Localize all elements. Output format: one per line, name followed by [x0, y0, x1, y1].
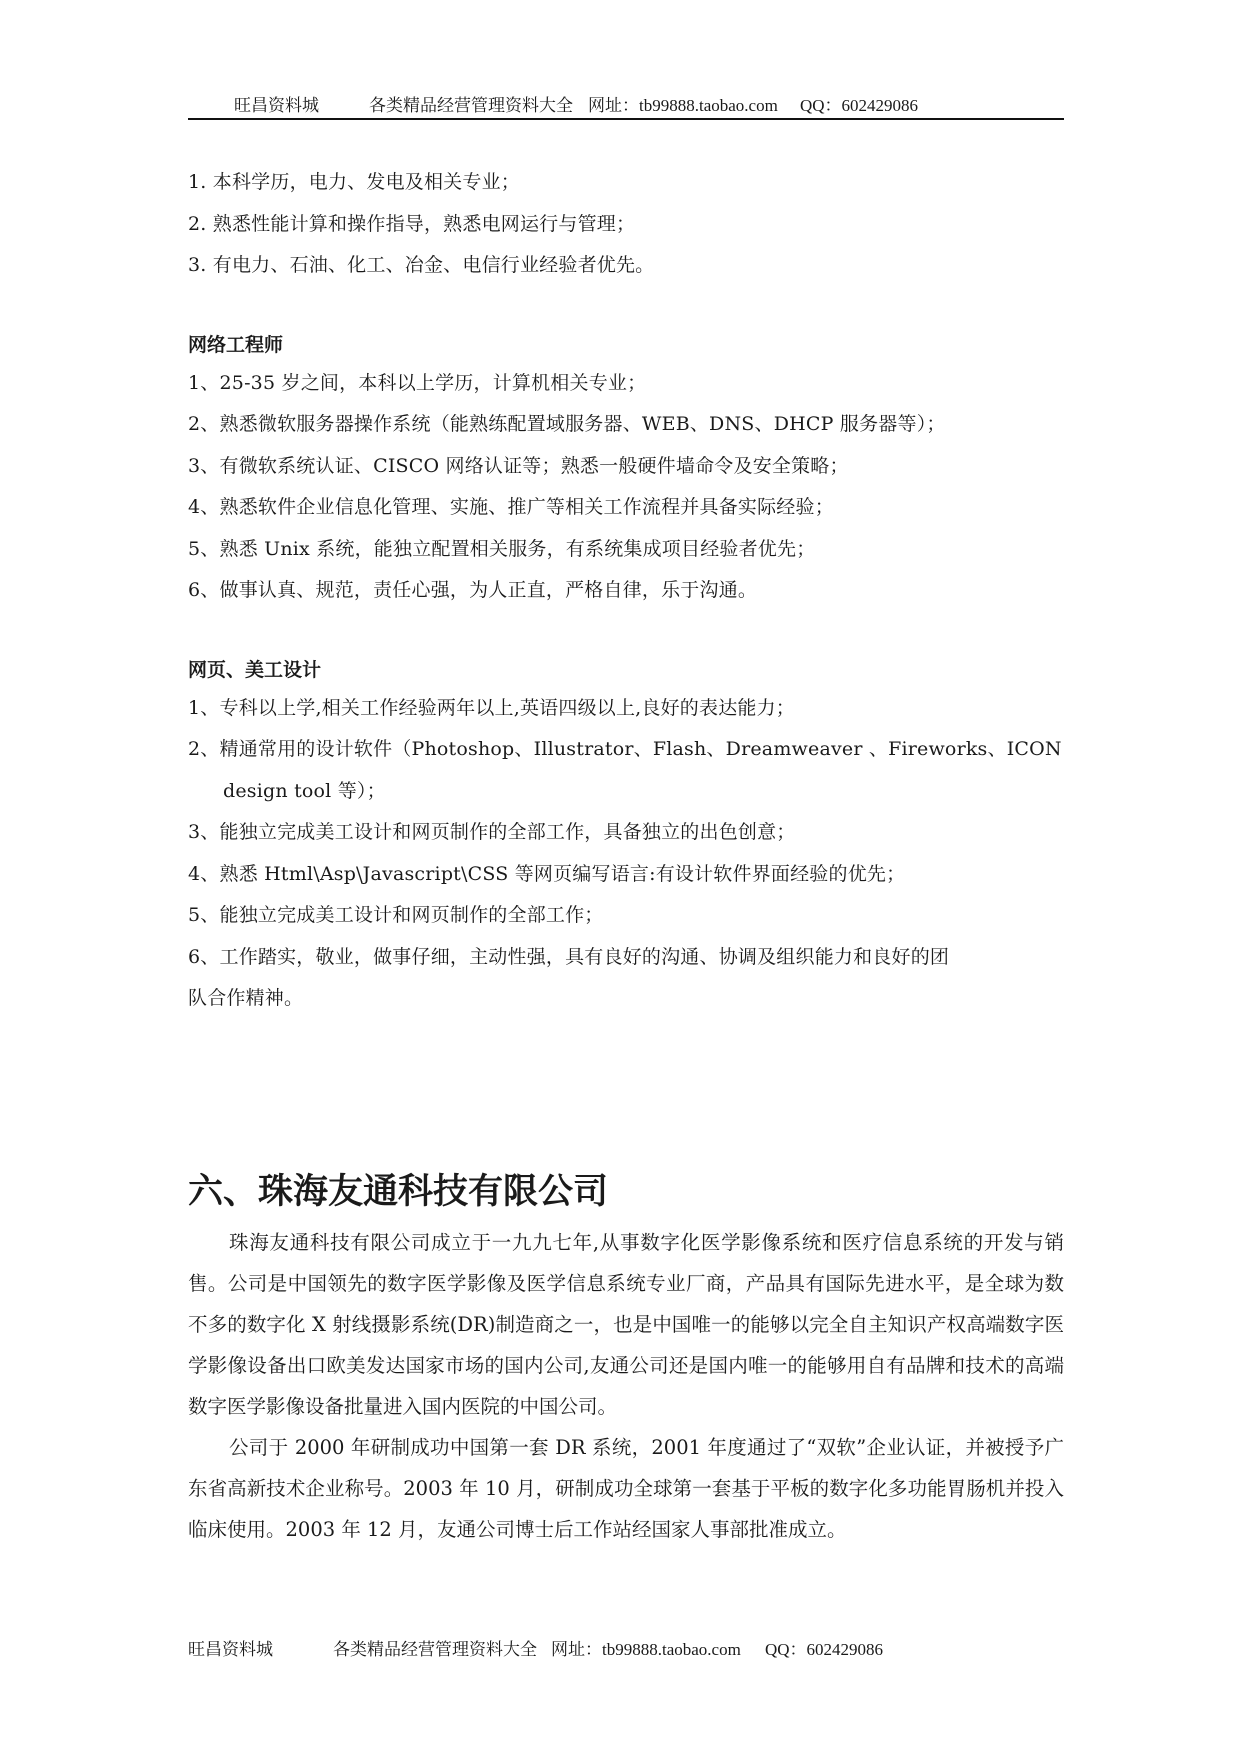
intro-list — [188, 162, 1064, 287]
header-slogan: 各类精品经营管理资料大全 — [369, 96, 573, 115]
list-item: 5、熟悉 Unix 系统，能独立配置相关服务，有系统集成项目经验者优先； — [188, 537, 816, 560]
company-section — [188, 1166, 1064, 1550]
section-subheading: 网页、美工设计 — [188, 658, 322, 681]
list-item: 3、能独立完成美工设计和网页制作的全部工作，具备独立的出色创意； — [188, 821, 796, 843]
footer-shop-name: 旺昌资料城 — [188, 1640, 273, 1659]
list-item-continuation: 队合作精神。 — [188, 987, 304, 1009]
list-item: 3. 有电力、石油、化工、冶金、电信行业经验者优先。 — [188, 254, 655, 276]
footer-url: 网址：tb99888.taobao.com — [551, 1640, 741, 1659]
network-engineer-section — [188, 327, 1064, 612]
list-item: 4、熟悉软件企业信息化管理、实施、推广等相关工作流程并具备实际经验； — [188, 496, 834, 518]
list-item: 4、熟悉 Html\Asp\Javascript\CSS 等网页编写语言:有设计软件界面经验的优先； — [188, 862, 906, 885]
list-item: 6、做事认真、规范，责任心强，为人正直，严格自律，乐于沟通。 — [188, 579, 758, 601]
list-item: 1、25-35 岁之间，本科以上学历，计算机相关专业； — [188, 371, 647, 394]
paragraph: 珠海友通科技有限公司成立于一九九七年,从事数字化医学影像系统和医疗信息系统的开发与销售。公司是中国领先的数字医学影像及医学信息系统专业厂商，产品具有国际先进水平，是全球为数不多的数字化 X 射线摄影系统(DR)制造商之一，也是中国唯一的能够以完全自主知识产权高端数字医学影像设备出口欧美发达国家市场的国内公司,友通公司还是国内唯一的能够用自有品牌和技术的高端数字医学影像设备批量进入国内医院的中国公司。 — [188, 1230, 1064, 1418]
footer-slogan: 各类精品经营管理资料大全 — [333, 1640, 537, 1659]
list-item: 6、工作踏实，敬业，做事仔细，主动性强，具有良好的沟通、协调及组织能力和良好的团 — [188, 945, 950, 968]
page-footer — [188, 1632, 1048, 1660]
list-item: 1、专科以上学,相关工作经验两年以上,英语四级以上,良好的表达能力； — [188, 696, 796, 719]
list-item: 2. 熟悉性能计算和操作指导，熟悉电网运行与管理； — [188, 212, 636, 235]
section-subheading: 网络工程师 — [188, 333, 284, 356]
section-title: 六、珠海友通科技有限公司 — [188, 1171, 609, 1212]
list-item: 2、精通常用的设计软件（Photoshop、Illustrator、Flash、Dreamweaver 、Fireworks、ICON — [188, 738, 1062, 760]
list-item: 2、熟悉微软服务器操作系统（能熟练配置域服务器、WEB、DNS、DHCP 服务器等）； — [188, 413, 946, 435]
footer-qq: QQ：602429086 — [765, 1640, 884, 1659]
list-item-continuation: design tool 等）； — [223, 779, 386, 802]
header-qq: QQ：602429086 — [800, 96, 919, 115]
page-header — [188, 88, 1064, 120]
header-shop-name: 旺昌资料城 — [234, 96, 319, 115]
list-item: 1. 本科学历，电力、发电及相关专业； — [188, 171, 520, 193]
web-design-section — [188, 652, 1064, 1020]
page-content — [188, 162, 1064, 1550]
list-item: 5、能独立完成美工设计和网页制作的全部工作； — [188, 904, 604, 926]
header-url: 网址：tb99888.taobao.com — [588, 96, 778, 115]
paragraph: 公司于 2000 年研制成功中国第一套 DR 系统，2001 年度通过了“双软”企业认证，并被授予广东省高新技术企业称号。2003 年 10 月，研制成功全球第一套基于平板的数字化多功能胃肠机并投入临床使用。2003 年 12 月，友通公司博士后工作站经国家人事部批准成立。 — [188, 1435, 1064, 1541]
list-item: 3、有微软系统认证、CISCO 网络认证等；熟悉一般硬件墙命令及安全策略； — [188, 454, 849, 477]
